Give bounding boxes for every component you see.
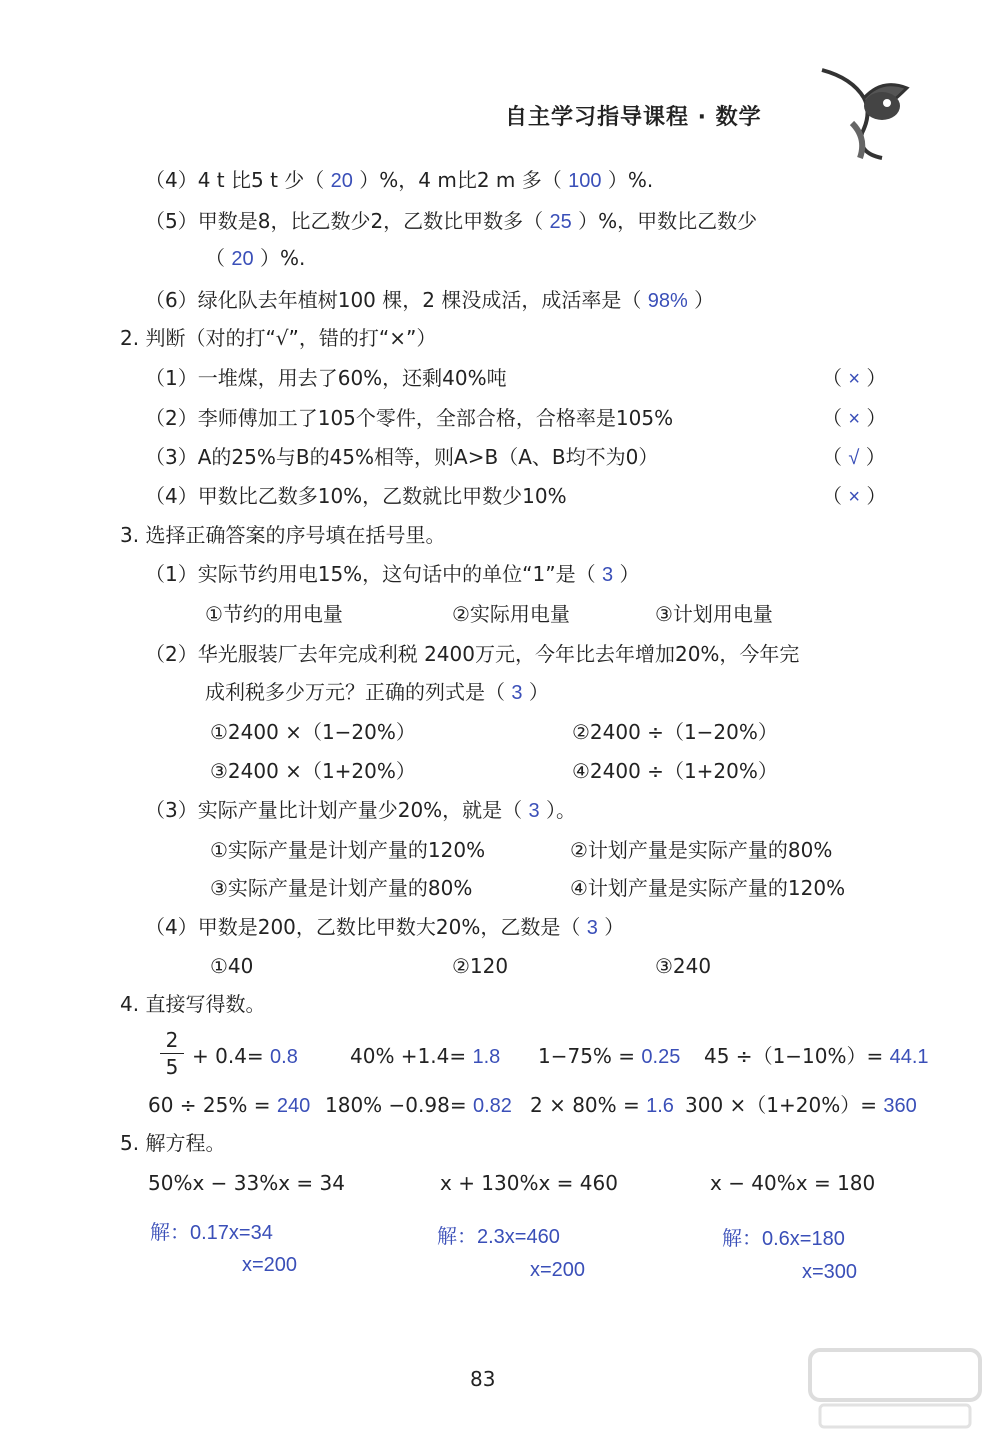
calc-row2-item4 bbox=[685, 1092, 917, 1119]
calc-row1-item1-answer: 0.8 bbox=[270, 1046, 298, 1068]
choice-q2-line1: （2）华光服装厂去年完成利税 2400万元，今年比去年增加20%，今年完 bbox=[145, 642, 800, 666]
calc-row1-item4 bbox=[704, 1043, 929, 1070]
choice-q2-text-a: 成利税多少万元？正确的列式是（ bbox=[205, 680, 505, 704]
choice-q4 bbox=[145, 914, 624, 941]
calc-row2-item3-expr: 2 × 80% = bbox=[530, 1093, 640, 1117]
choice-q2-option-4: ④2400 ÷（1+20%） bbox=[572, 759, 778, 783]
choice-q3-option-1: ①实际产量是计划产量的120% bbox=[210, 838, 486, 862]
q1-5-answer-a: 25 bbox=[549, 211, 572, 233]
choice-q2-text-b: ） bbox=[528, 680, 549, 704]
q1-5-answer-c: 20 bbox=[231, 248, 254, 270]
fraction-numerator: 2 bbox=[165, 1028, 179, 1052]
q1-5-text-b: ）%，甲数比乙数少 bbox=[578, 209, 758, 233]
choice-q1-option-3: ③计划用电量 bbox=[655, 602, 773, 626]
calc-row2-item2-answer: 0.82 bbox=[472, 1095, 512, 1117]
equation-2-step2: x=200 bbox=[530, 1259, 586, 1281]
watermark-logo bbox=[800, 1345, 990, 1435]
q1-6-text-b: ） bbox=[694, 288, 715, 312]
choice-q2-line2 bbox=[205, 679, 549, 706]
q1-6 bbox=[145, 287, 714, 314]
choice-q4-option-3: ③240 bbox=[655, 954, 712, 978]
equation-1-step2: x=200 bbox=[242, 1254, 298, 1276]
q1-5-text-a: （5）甲数是8，比乙数少2，乙数比甲数多（ bbox=[145, 209, 544, 233]
calc-row2-item4-answer: 360 bbox=[883, 1095, 917, 1117]
calc-row1-item3-expr: 1−75% = bbox=[538, 1044, 636, 1068]
calc-row2-item4-expr: 300 ×（1+20%）= bbox=[685, 1093, 877, 1117]
calc-row1-item4-expr: 45 ÷（1−10%）= bbox=[704, 1044, 884, 1068]
equation-3: x − 40%x = 180 bbox=[710, 1171, 876, 1195]
q1-4-text-b: ）%，4 m比2 m 多（ bbox=[359, 168, 562, 192]
judge-item-1-text: （1）一堆煤，用去了60%，还剩40%吨 bbox=[145, 366, 507, 390]
fraction-two-fifths bbox=[160, 1028, 184, 1079]
calc-row1-item3 bbox=[538, 1043, 680, 1070]
calc-row2-item3 bbox=[530, 1092, 674, 1119]
bird-mascot-logo bbox=[812, 58, 922, 168]
calc-row1-item1-expr: + 0.4= bbox=[192, 1044, 264, 1068]
choice-q3-option-2: ②计划产量是实际产量的80% bbox=[570, 838, 833, 862]
equation-2-step1: 解：2.3x=460 bbox=[437, 1226, 560, 1248]
judge-item-4-mark: × bbox=[848, 486, 861, 508]
judge-item-2-text: （2）李师傅加工了105个零件，全部合格，合格率是105% bbox=[145, 406, 674, 430]
q1-4-answer-a: 20 bbox=[330, 170, 353, 192]
calc-row1-item2-expr: 40% +1.4= bbox=[350, 1044, 467, 1068]
judge-item-1-mark: × bbox=[848, 368, 861, 390]
calc-row2-item1-expr: 60 ÷ 25% = bbox=[148, 1093, 271, 1117]
calc-row2-item2 bbox=[325, 1092, 512, 1119]
judge-item-1-bracket: （ × ） bbox=[822, 366, 887, 390]
calc-row2-item1 bbox=[148, 1092, 310, 1119]
calc-row2-item3-answer: 1.6 bbox=[646, 1095, 674, 1117]
section2-title: 2. 判断（对的打“√”，错的打“×”） bbox=[120, 326, 437, 350]
section5-title: 5. 解方程。 bbox=[120, 1131, 226, 1155]
calc-row1-item1 bbox=[192, 1043, 298, 1070]
q1-6-answer: 98% bbox=[647, 290, 688, 312]
choice-q1-text-a: （1）实际节约用电15%，这句话中的单位“1”是（ bbox=[145, 562, 596, 586]
q1-4 bbox=[145, 167, 653, 194]
judge-item-4-text: （4）甲数比乙数多10%，乙数就比甲数少10% bbox=[145, 484, 567, 508]
choice-q2-option-3: ③2400 ×（1+20%） bbox=[210, 759, 416, 783]
choice-q3-option-4: ④计划产量是实际产量的120% bbox=[570, 876, 846, 900]
q1-6-text-a: （6）绿化队去年植树100 棵，2 棵没成活，成活率是（ bbox=[145, 288, 642, 312]
equation-3-step1: 解：0.6x=180 bbox=[722, 1228, 845, 1250]
judge-item-2-bracket: （ × ） bbox=[822, 406, 887, 430]
calc-row1-item3-answer: 0.25 bbox=[641, 1046, 681, 1068]
choice-q1 bbox=[145, 561, 639, 588]
judge-item-2-mark: × bbox=[848, 408, 861, 430]
calc-row1-item2-answer: 1.8 bbox=[472, 1046, 501, 1068]
judge-item-3-mark: √ bbox=[848, 447, 860, 469]
choice-q3-text-a: （3）实际产量比计划产量少20%，就是（ bbox=[145, 798, 523, 822]
choice-q3-answer: 3 bbox=[528, 800, 540, 822]
choice-q3-option-3: ③实际产量是计划产量的80% bbox=[210, 876, 473, 900]
header-title: 自主学习指导课程 · 数学 bbox=[505, 105, 762, 130]
choice-q2-answer: 3 bbox=[511, 682, 523, 704]
q1-4-answer-b: 100 bbox=[568, 170, 602, 192]
choice-q3 bbox=[145, 797, 576, 824]
q1-5-cont bbox=[205, 245, 305, 272]
choice-q4-option-2: ②120 bbox=[452, 954, 509, 978]
page-number: 83 bbox=[470, 1367, 496, 1391]
equation-2: x + 130%x = 460 bbox=[440, 1171, 618, 1195]
q1-5-text-c: （ bbox=[205, 246, 225, 270]
q1-5 bbox=[145, 208, 757, 235]
equation-1: 50%x − 33%x = 34 bbox=[148, 1171, 345, 1195]
judge-item-4-bracket: （ × ） bbox=[822, 484, 887, 508]
fraction-denominator: 5 bbox=[165, 1055, 179, 1079]
choice-q1-text-b: ） bbox=[619, 562, 640, 586]
section4-title: 4. 直接写得数。 bbox=[120, 992, 266, 1016]
calc-row1-item4-answer: 44.1 bbox=[889, 1046, 929, 1068]
choice-q1-option-2: ②实际用电量 bbox=[452, 602, 570, 626]
fraction-bar bbox=[160, 1053, 184, 1054]
equation-1-step1: 解：0.17x=34 bbox=[150, 1222, 273, 1244]
equation-3-step2: x=300 bbox=[802, 1261, 858, 1283]
choice-q4-text-b: ） bbox=[604, 915, 625, 939]
choice-q2-option-2: ②2400 ÷（1−20%） bbox=[572, 720, 778, 744]
choice-q4-text-a: （4）甲数是200，乙数比甲数大20%，乙数是（ bbox=[145, 915, 581, 939]
choice-q1-answer: 3 bbox=[601, 564, 614, 586]
judge-item-3-text: （3）A的25%与B的45%相等，则A>B（A、B均不为0） bbox=[145, 445, 659, 469]
section3-title: 3. 选择正确答案的序号填在括号里。 bbox=[120, 523, 446, 547]
calc-row1-item2 bbox=[350, 1043, 500, 1070]
choice-q4-option-1: ①40 bbox=[210, 954, 254, 978]
choice-q3-text-b: ）。 bbox=[546, 798, 577, 822]
calc-row2-item1-answer: 240 bbox=[276, 1095, 311, 1117]
calc-row2-item2-expr: 180% −0.98= bbox=[325, 1093, 467, 1117]
q1-4-text-a: （4）4 t 比5 t 少（ bbox=[145, 168, 325, 192]
judge-item-3-bracket: （ √ ） bbox=[822, 445, 886, 469]
q1-5-text-d: ）%. bbox=[259, 246, 306, 270]
choice-q2-option-1: ①2400 ×（1−20%） bbox=[210, 720, 416, 744]
choice-q1-option-1: ①节约的用电量 bbox=[205, 602, 343, 626]
q1-4-text-c: ）%. bbox=[607, 168, 654, 192]
choice-q4-answer: 3 bbox=[586, 917, 598, 939]
